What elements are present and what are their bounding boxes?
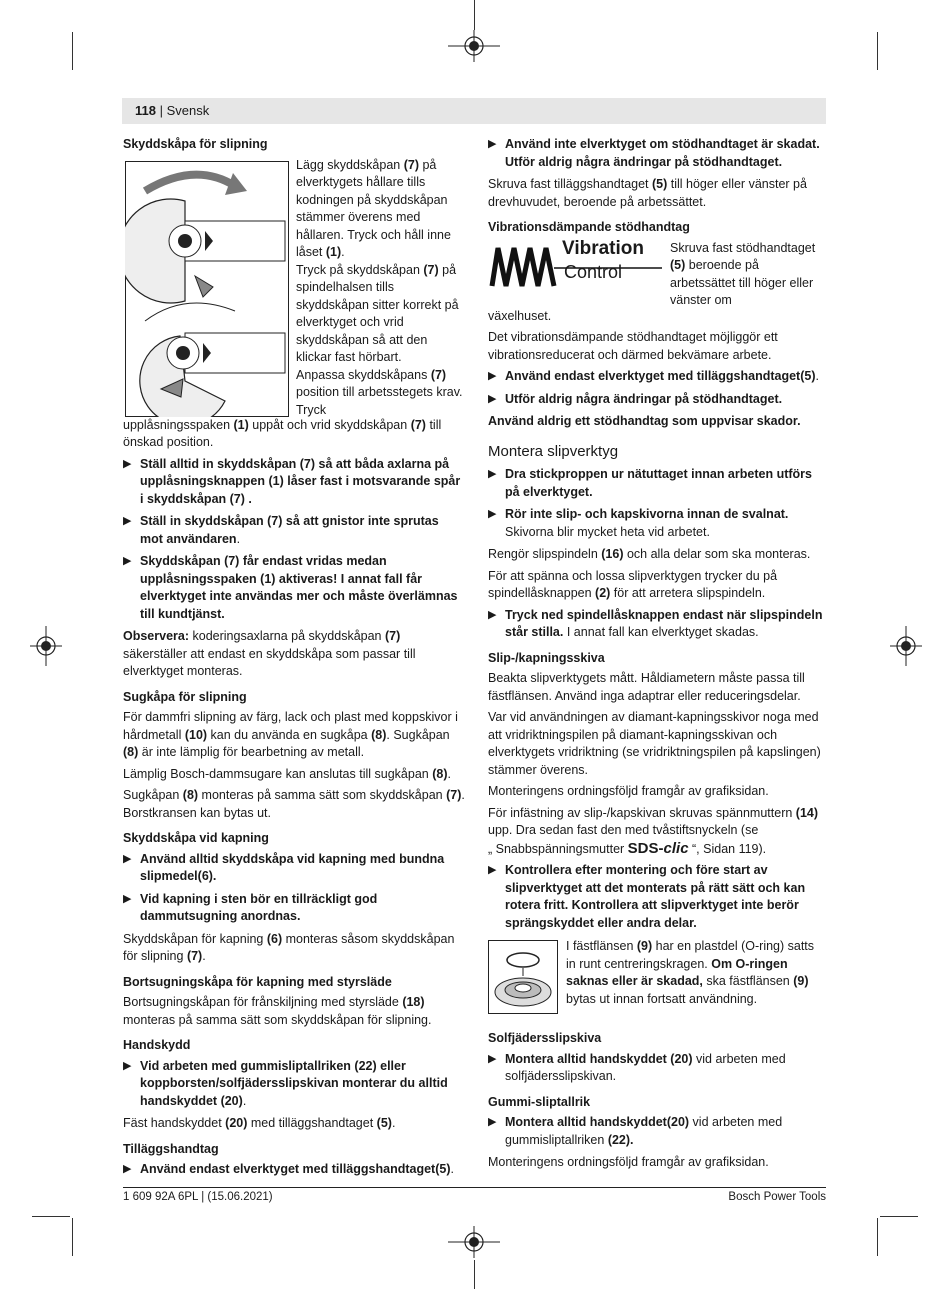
right-column	[488, 136, 826, 1176]
bullet-triangle-icon: ▶	[488, 1116, 497, 1128]
bullet-triangle-icon: ▶	[123, 1163, 132, 1175]
crop-mark	[877, 32, 878, 70]
vibration-text-wrap: Skruva fast stödhandtaget (5) beroende på arbetssättet till höger eller vänster om	[670, 240, 816, 307]
section-title: Vibrationsdämpande stödhandtag	[488, 220, 690, 234]
warning-bullet: ▶ Använd endast elverktyget med tilläggshandtaget(5).	[123, 1161, 465, 1179]
warning-bullet: ▶ Ställ alltid in skyddskåpan (7) så att båda axlarna på upplåsningsknappen (1) låser fast i motsvarande spår i skyddskåpan (7) .	[123, 456, 461, 506]
warning-bullet: ▶ Vid arbeten med gummisliptallriken (22) eller koppborsten/solfjädersslipskivan monterar du alltid handskyddet (20).	[123, 1058, 448, 1108]
paragraph: För att spänna och lossa slipverktygen trycker du på spindellåsknappen (2) för att arretera slipspindeln.	[488, 568, 778, 600]
oring-block	[488, 938, 826, 1022]
warning-bullet: ▶ Kontrollera efter montering och före start av slipverktyget att det monterats på rätt sätt och kan rotera fritt. Kontrollera att slipverktyget inte berör sprängskyddet eller andra delar.	[488, 863, 806, 930]
bullet-triangle-icon: ▶	[488, 608, 497, 621]
crop-mark	[877, 1218, 878, 1256]
guard-figure-block	[123, 157, 465, 417]
section-title: Bortsugningskåpa för kapning med styrsläde	[123, 974, 392, 989]
o-ring-flange-icon	[488, 940, 558, 1014]
section-title: Skyddskåpa vid kapning	[123, 831, 269, 845]
bullet-triangle-icon: ▶	[123, 1059, 132, 1072]
sds-clic-logo-part: clic	[663, 839, 689, 857]
registration-mark-icon	[890, 626, 922, 666]
page-number: 118	[135, 103, 156, 118]
bullet-triangle-icon: ▶	[488, 138, 497, 150]
section-title: Skyddskåpa för slipning	[123, 137, 268, 151]
paragraph: Lämplig Bosch-dammsugare kan anslutas till sugkåpan (8).	[123, 766, 451, 781]
control-logo-text: Control	[564, 261, 623, 282]
section-title: Tilläggshandtag	[123, 1141, 219, 1156]
registration-mark-icon	[30, 626, 62, 666]
paragraph: Fäst handskyddet (20) med tilläggshandtaget (5).	[123, 1116, 396, 1130]
warning-bullet: ▶ Montera alltid handskyddet(20) vid arbeten med gummisliptallriken (22).	[488, 1115, 783, 1147]
bullet-triangle-icon: ▶	[488, 1052, 497, 1065]
paragraph: Lägg skyddskåpan (7) på elverktygets hållare tills kodningen på skyddskåpan stämmer överens med hållaren. Tryck och håll inne låset (1).	[296, 157, 451, 259]
footer-rule	[123, 1187, 826, 1188]
paragraph: Tryck på skyddskåpan (7) på spindelhalsen tills skyddskåpan sitter korrekt på elverktyget och vrid skyddskåpan så att den klickar fast hörbart.	[296, 262, 459, 364]
paragraph: Beakta slipverktygets mått. Håldiametern måste passa till fästflänsen. Använd inga adaptrar eller reduceringsdelar.	[488, 671, 805, 703]
crop-mark	[72, 32, 73, 70]
warning-bullet: ▶ Använd alltid skyddskåpa vid kapning med bundna slipmedel(6).	[123, 851, 445, 883]
section-heading: Montera slipverktyg	[488, 442, 619, 460]
bullet-triangle-icon: ▶	[123, 892, 132, 905]
crop-mark	[880, 1216, 918, 1217]
header-bar	[122, 98, 826, 124]
warning-bullet: ▶ Tryck ned spindellåsknappen endast när slipspindeln står stilla. I annat fall kan elverktyget skadas.	[488, 607, 823, 639]
warning-bullet: ▶ Utför aldrig några ändringar på stödhandtaget.	[488, 391, 826, 409]
warning-bullet: ▶ Ställ in skyddskåpan (7) så att gnistor inte sprutas mot användaren.	[123, 514, 439, 546]
paragraph: Bortsugningskåpan för frånskiljning med styrsläde (18) monteras på samma sätt som skyddskåpan för slipning.	[123, 995, 432, 1027]
paragraph: För infästning av slip-/kapskivan skruvas spännmuttern (14) upp. Dra sedan fast den med tvåstiftsnyckeln (se	[488, 805, 819, 837]
guard-text-wrap	[296, 157, 466, 424]
crop-mark	[72, 1218, 73, 1256]
bullet-triangle-icon: ▶	[488, 508, 497, 520]
bullet-triangle-icon: ▶	[123, 457, 132, 470]
section-title: Sugkåpa för slipning	[123, 689, 247, 704]
warning-bullet: ▶ Rör inte slip- och kapskivorna innan de svalnat. Skivorna blir mycket heta vid arbetet.	[488, 507, 789, 539]
paragraph: Monteringens ordningsföljd framgår av grafiksidan.	[488, 1155, 769, 1169]
bullet-triangle-icon: ▶	[123, 555, 132, 567]
bullet-triangle-icon: ▶	[488, 864, 497, 876]
bullet-triangle-icon: ▶	[488, 468, 497, 480]
paragraph: Observera: koderingsaxlarna på skyddskåpan (7) säkerställer att endast en skyddskåpa som passar till elverktyget monteras.	[123, 629, 416, 678]
guard-diagram-icon	[125, 161, 289, 417]
paragraph: Rengör slipspindeln (16) och alla delar som ska monteras.	[488, 547, 811, 561]
warning-paragraph: Använd aldrig ett stödhandtag som uppvisar skador.	[488, 414, 801, 428]
warning-bullet: ▶ Vid kapning i sten bör en tillräckligt god dammutsugning anordnas.	[123, 891, 378, 923]
bullet-triangle-icon: ▶	[123, 852, 132, 865]
crop-mark	[474, 1260, 475, 1289]
warning-bullet: ▶ Montera alltid handskyddet (20) vid arbeten med solfjädersslipskivan.	[488, 1051, 786, 1083]
footer-right: Bosch Power Tools	[728, 1191, 826, 1203]
paragraph: Skyddskåpan för kapning (6) monteras såsom skyddskåpan för slipning (7).	[123, 931, 455, 963]
footer-left: 1 609 92A 6PL | (15.06.2021)	[123, 1191, 273, 1203]
paragraph: Monteringens ordningsföljd framgår av grafiksidan.	[488, 784, 769, 798]
paragraph: Skruva fast tilläggshandtaget (5) till höger eller vänster på drevhuvudet, beroende på arbetssättet.	[488, 177, 807, 209]
paragraph: Sugkåpan (8) monteras på samma sätt som skyddskåpan (7). Borstkransen kan bytas ut.	[123, 788, 465, 820]
bullet-triangle-icon: ▶	[123, 515, 132, 527]
warning-bullet: ▶ Använd endast elverktyget med tilläggshandtaget(5).	[488, 368, 826, 386]
vibration-logo-text: Vibration	[562, 237, 644, 259]
paragraph: Var vid användningen av diamant-kapningsskivor noga med att vridriktningspilen på diamant-kapningsskivan och elverktygets vridriktning (se vridriktningspilen på kapslingen) stämmer överens.	[488, 710, 821, 777]
left-column	[123, 136, 465, 1184]
paragraph: Det vibrationsdämpande stödhandtaget möjliggör ett vibrationsreducerat och därmed bekvämare arbete.	[488, 330, 778, 362]
crop-mark	[474, 0, 475, 30]
warning-bullet: ▶ Dra stickproppen ur nätuttaget innan arbeten utförs på elverktyget.	[488, 467, 812, 499]
vibration-block	[488, 237, 826, 308]
sds-clic-logo: SDS-	[627, 839, 664, 857]
crop-mark	[32, 1216, 70, 1217]
bullet-triangle-icon: ▶	[488, 392, 497, 405]
warning-bullet: ▶ Använd inte elverktyget om stödhandtaget är skadat. Utför aldrig några ändringar på stödhandtaget.	[488, 137, 820, 169]
registration-mark-icon	[448, 30, 500, 62]
section-title: Solfjädersslipskiva	[488, 1031, 602, 1045]
section-title: Slip-/kapningsskiva	[488, 650, 605, 665]
page-language: Svensk	[166, 103, 210, 118]
page-header: 118 | Svensk	[135, 103, 210, 118]
paragraph: växelhuset.	[488, 308, 552, 323]
section-title: Gummi-sliptallrik	[488, 1094, 591, 1109]
warning-bullet: ▶ Skyddskåpan (7) får endast vridas medan upplåsningsspaken (1) aktiveras! I annat fall får elverktyget inte användas mer och måste överlämnas till kundtjänst.	[123, 554, 458, 621]
paragraph: upplåsningsspaken (1) uppåt och vrid skyddskåpan (7) till önskad position.	[123, 417, 442, 449]
oring-text: I fästflänsen (9) har en plastdel (O-ring) satts in runt centreringskragen. Om O-ringen saknas eller är skadad, ska fästflänsen (9) bytas ut innan fortsatt användning.	[566, 939, 815, 1006]
paragraph: Anpassa skyddskåpans (7) position till arbetsstegets krav. Tryck	[296, 367, 463, 417]
paragraph: För dammfri slipning av färg, lack och plast med koppskivor i hårdmetall (10) kan du använda en sugkåpa (8). Sugkåpan (8) är inte lämplig för bearbetning av metall.	[123, 710, 458, 759]
paragraph: „ Snabbspänningsmutter SDS-clic “, Sidan 119).	[488, 839, 767, 857]
registration-mark-icon	[448, 1226, 500, 1258]
bullet-triangle-icon: ▶	[488, 370, 497, 382]
section-title: Handskydd	[123, 1038, 191, 1052]
